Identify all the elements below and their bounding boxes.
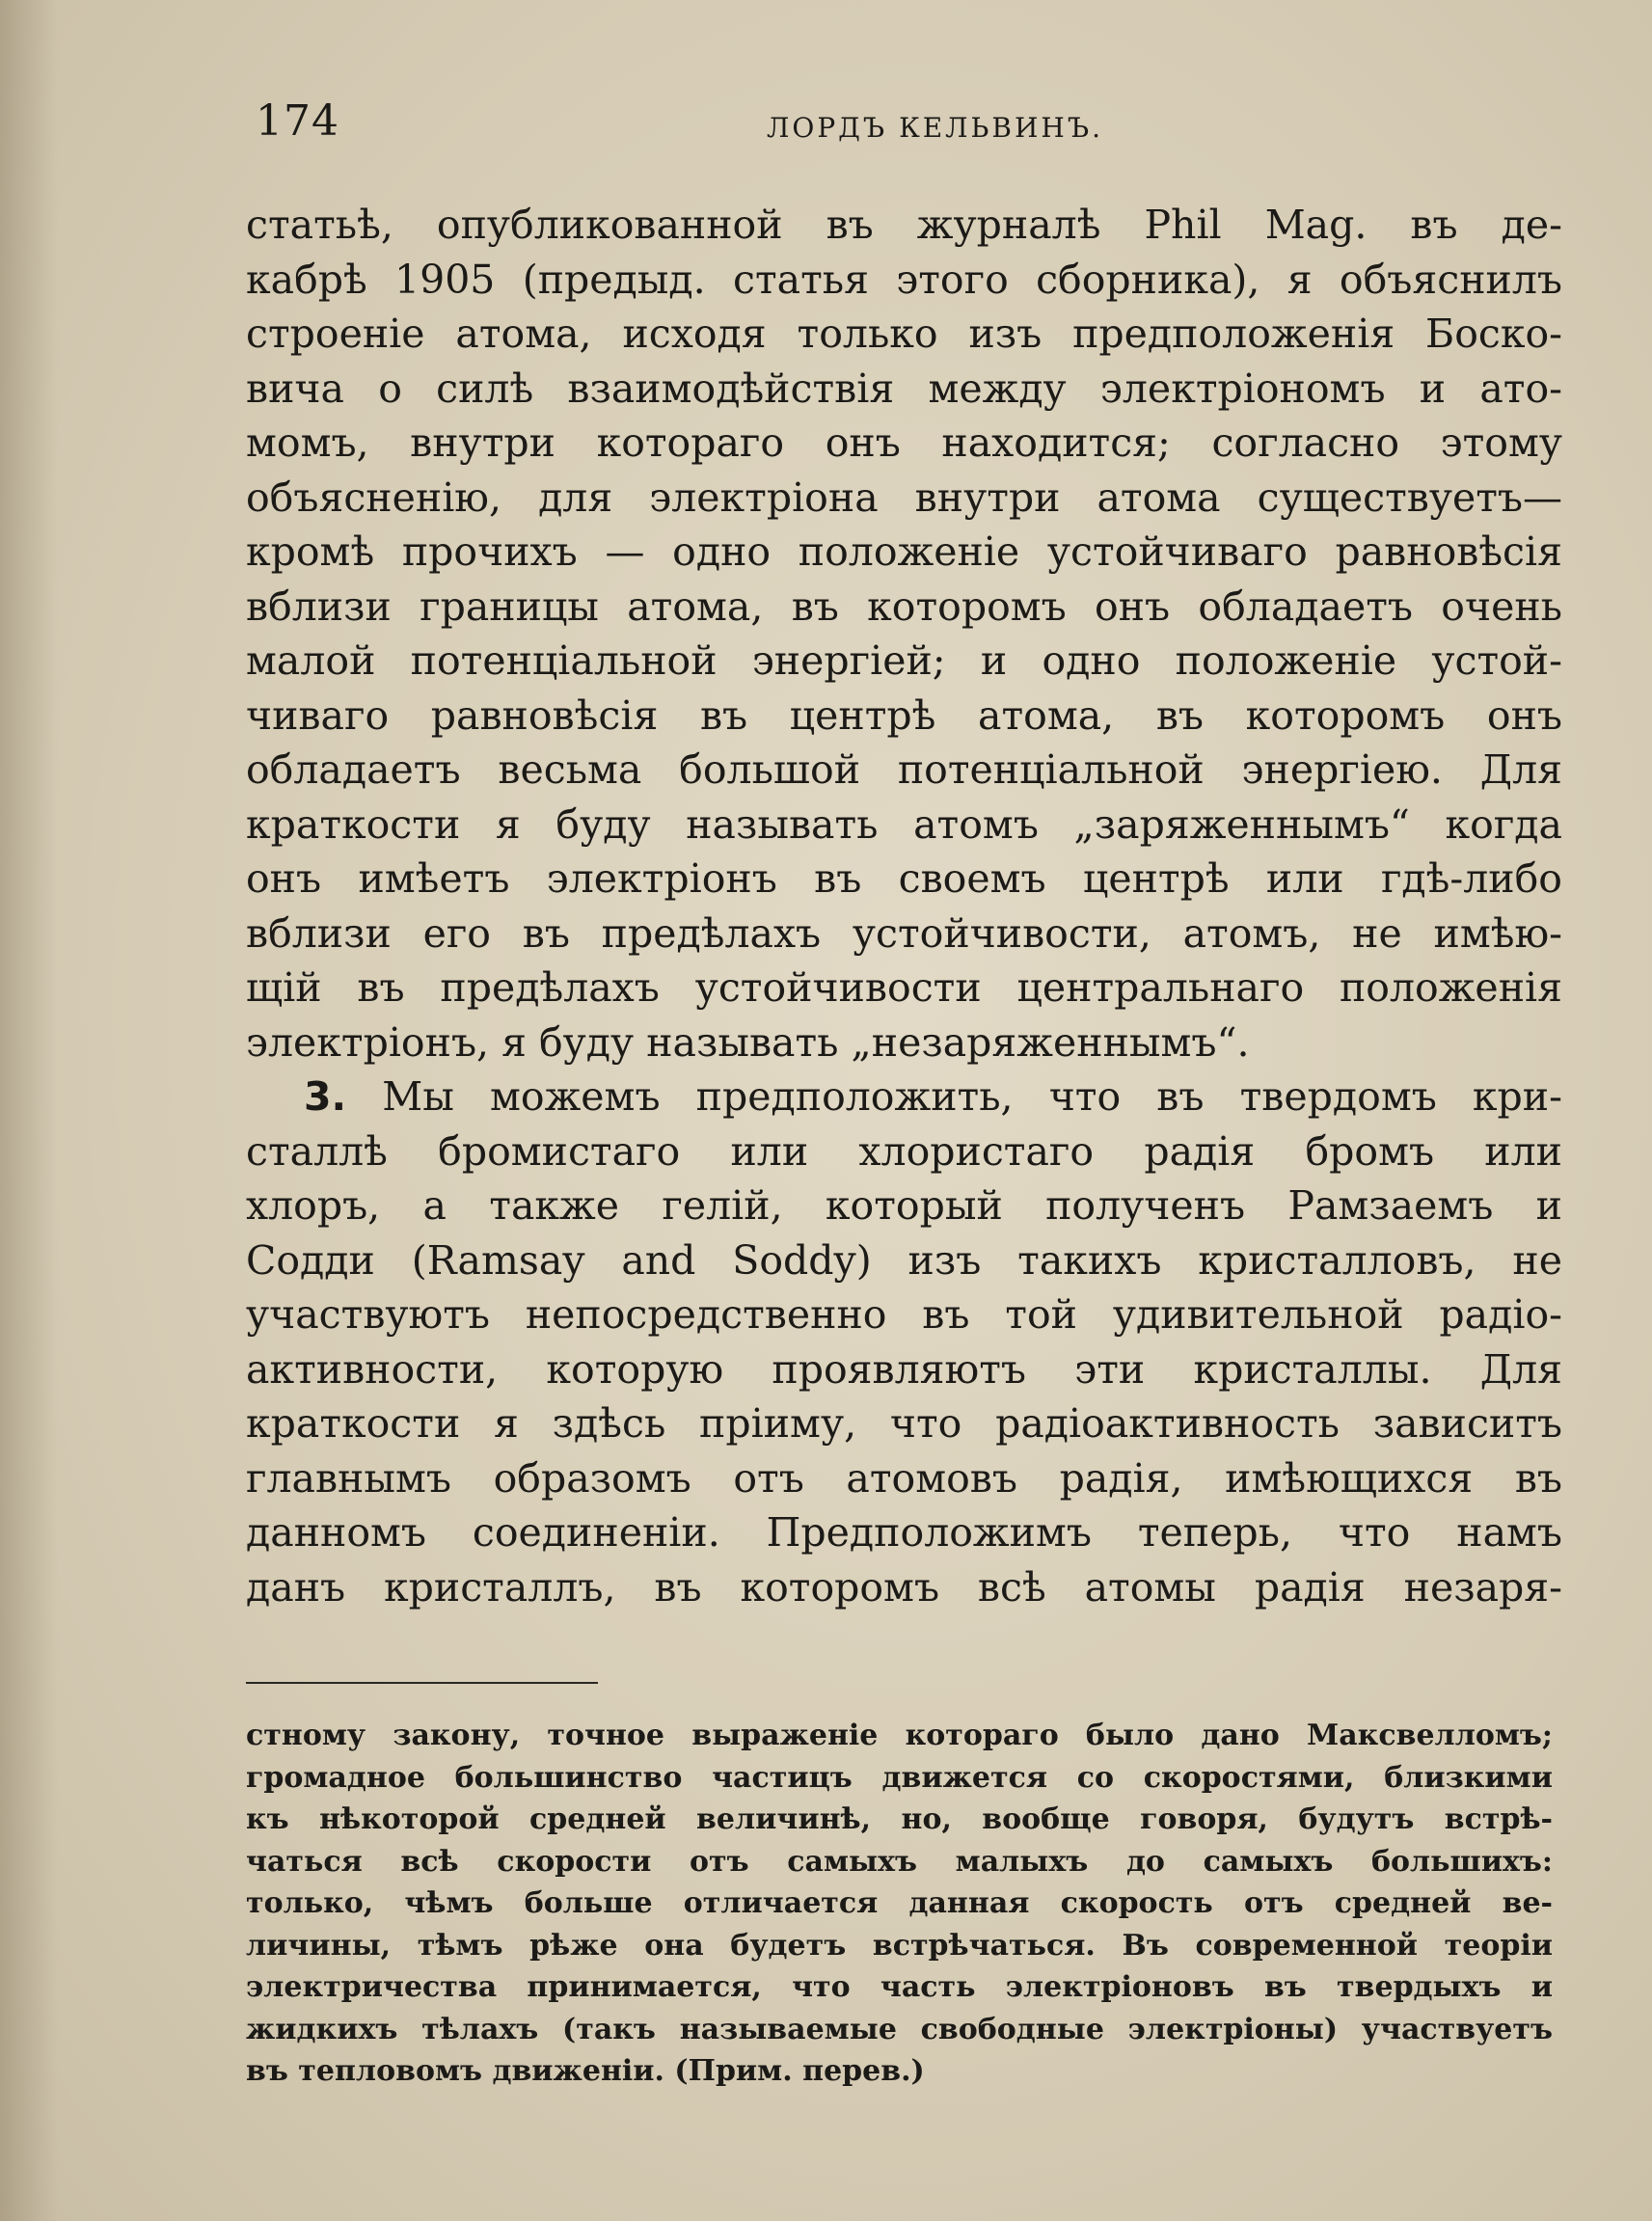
text-line: Содди (Ramsay and Soddy) изъ такихъ кристалловъ, не — [246, 1236, 1562, 1284]
page-header — [256, 96, 1567, 154]
text-line: хлоръ, а также гелій, который полученъ Рамзаемъ и — [246, 1182, 1562, 1229]
footnote-line: только, чѣмъ больше отличается данная скорость отъ средней ве- — [246, 1886, 1553, 1920]
text-line: вича о силѣ взаимодѣйствія между электріономъ и ато- — [246, 365, 1562, 412]
footnote-line: стному закону, точное выраженіе котораго было дано Максвелломъ; — [246, 1719, 1553, 1752]
text-line: участвуютъ непосредственно въ той удивительной радіо- — [246, 1291, 1562, 1338]
text-line: малой потенціальной энергіей; и одно положеніе устой- — [246, 637, 1562, 684]
text-line: момъ, внутри котораго онъ находится; согласно этому — [246, 420, 1562, 466]
footnote-line: къ нѣкоторой средней величинѣ, но, вообще говоря, будутъ встрѣ- — [246, 1802, 1553, 1836]
text-line: данъ кристаллъ, въ которомъ всѣ атомы радія незаря- — [246, 1563, 1562, 1611]
text-line: статьѣ, опубликованной въ журналѣ Phil Mag. въ де- — [246, 202, 1562, 248]
text-line: вблизи его въ предѣлахъ устойчивости, атомъ, не имѣю- — [246, 909, 1562, 957]
text-line: данномъ соединеніи. Предположимъ теперь, что намъ — [246, 1509, 1562, 1556]
running-title: ЛОРДЪ КЕЛЬВИНЪ. — [767, 112, 1103, 144]
text-line: кромѣ прочихъ — одно положеніе устойчиваго равновѣсія — [246, 528, 1562, 575]
text-line: краткости я здѣсь пріиму, что радіоактивность зависитъ — [246, 1400, 1562, 1447]
footnote-divider — [246, 1682, 598, 1684]
footnote-line: чаться всѣ скорости отъ самыхъ малыхъ до самыхъ большихъ: — [246, 1844, 1553, 1879]
footnote-line: электричества принимается, что часть электріоновъ въ твердыхъ и — [246, 1970, 1553, 2004]
section-first-line-text: Мы можемъ предположить, что въ твердомъ кри- — [382, 1073, 1562, 1120]
text-line: вблизи границы атома, въ которомъ онъ обладаетъ очень — [246, 582, 1562, 630]
section-first-line — [246, 1070, 1562, 1124]
page-number: 174 — [256, 96, 339, 146]
text-line: сталлѣ бромистаго или хлористаго радія бромъ или — [246, 1127, 1562, 1175]
text-line: активности, которую проявляютъ эти кристаллы. Для — [246, 1345, 1562, 1393]
footnote-line: жидкихъ тѣлахъ (такъ называемые свободные электріоны) участвуетъ — [246, 2012, 1553, 2046]
text-line: объясненію, для электріона внутри атома существуетъ— — [246, 474, 1562, 521]
page-edge-shadow — [0, 0, 58, 2221]
footnote-line: въ тепловомъ движеніи. (Прим. перев.) — [246, 2054, 925, 2088]
section-number: 3. — [304, 1073, 347, 1120]
text-line: кабрѣ 1905 (предыд. статья этого сборника), я объяснилъ — [246, 256, 1562, 303]
body-text — [246, 198, 1562, 1614]
text-line: электріонъ, я буду называть „незаряженнымъ“. — [246, 1018, 1250, 1066]
text-line: главнымъ образомъ отъ атомовъ радія, имѣющихся въ — [246, 1454, 1562, 1502]
text-line: строеніе атома, исходя только изъ предположенія Боско- — [246, 311, 1562, 357]
footnote — [246, 1715, 1553, 2093]
text-line: чиваго равновѣсія въ центрѣ атома, въ которомъ онъ — [246, 691, 1562, 739]
text-line: обладаетъ весьма большой потенціальной энергіею. Для — [246, 746, 1562, 793]
text-line: краткости я буду называть атомъ „заряженнымъ“ когда — [246, 800, 1562, 848]
footnote-line: громадное большинство частицъ движется со скоростями, близкими — [246, 1760, 1553, 1795]
text-line: онъ имѣетъ электріонъ въ своемъ центрѣ или гдѣ-либо — [246, 855, 1562, 902]
footnote-line: личины, тѣмъ рѣже она будетъ встрѣчаться. Въ современной теоріи — [246, 1928, 1553, 1963]
text-line: щій въ предѣлахъ устойчивости центральнаго положенія — [246, 964, 1562, 1011]
